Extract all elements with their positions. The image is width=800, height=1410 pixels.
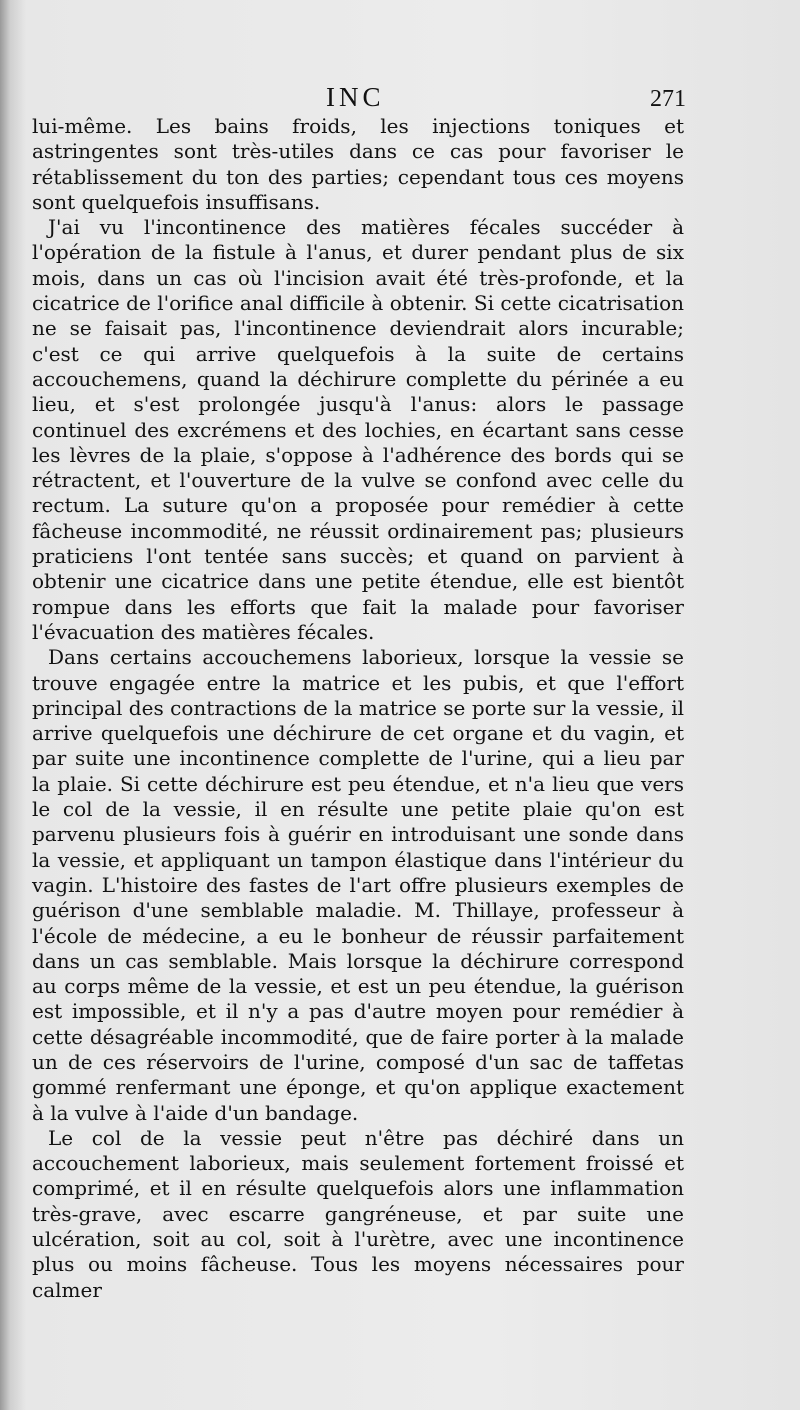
body-text: [32, 114, 684, 1303]
paragraph-bladder-tear: Dans certains accouchemens laborieux, lorsque la vessie se trouve engagée entre la matrice et les pubis, et que l'effort principal des contractions de la matrice se porte sur la vessie, il arrive quelquefois une déchirure de cet organe et du vagin, et par suite une incontinence complette de l'urine, qui a lieu par la plaie. Si cette déchirure est peu étendue, et n'a lieu que vers le col de la vessie, il en résulte une petite plaie qu'on est parvenu plusieurs fois à guérir en introduisant une sonde dans la vessie, et appliquant un tampon élastique dans l'intérieur du vagin. L'histoire des fastes de l'art offre plusieurs exemples de guérison d'une semblable maladie. M. Thillaye, professeur à l'école de médecine, a eu le bonheur de réussir parfaitement dans un cas semblable. Mais lorsque la déchirure correspond au corps même de la vessie, et est un peu étendue, la guérison est impossible, et il n'y a pas d'autre moyen pour remédier à cette désagréable incommodité, que de faire porter à la malade un de ces réservoirs de l'urine, composé d'un sac de taffetas gommé renfermant une éponge, et qu'on applique exactement à la vulve à l'aide d'un bandage.: [32, 645, 684, 1125]
running-head-title: INC: [326, 82, 385, 112]
paragraph-bladder-neck: Le col de la vessie peut n'être pas déchiré dans un accouchement laborieux, mais seulement fortement froissé et comprimé, et il en résulte quelquefois alors une inflammation très-grave, avec escarre gangréneuse, et par suite une ulcération, soit au col, soit à l'urètre, avec une incontinence plus ou moins fâcheuse. Tous les moyens nécessaires pour calmer: [32, 1125, 684, 1302]
page-number: 271: [650, 86, 686, 112]
paragraph-fecal-incontinence: J'ai vu l'incontinence des matières fécales succéder à l'opération de la fistule à l'anus, et durer pendant plus de six mois, dans un cas où l'incision avait été très-profonde, et la cicatrice de l'orifice anal difficile à obtenir. Si cette cicatrisation ne se faisait pas, l'incontinence deviendrait alors incurable; c'est ce qui arrive quelquefois à la suite de certains accouchemens, quand la déchirure complette du périnée a eu lieu, et s'est prolongée jusqu'à l'anus: alors le passage continuel des excrémens et des lochies, en écartant sans cesse les lèvres de la plaie, s'oppose à l'adhérence des bords qui se rétractent, et l'ouverture de la vulve se confond avec celle du rectum. La suture qu'on a proposée pour remédier à cette fâcheuse incommodité, ne réussit ordinairement pas; plusieurs praticiens l'ont tentée sans succès; et quand on parvient à obtenir une cicatrice dans une petite étendue, elle est bientôt rompue dans les efforts que fait la malade pour favoriser l'évacuation des matières fécales.: [32, 215, 684, 644]
paragraph-continuation: lui-même. Les bains froids, les injections toniques et astringentes sont très-utiles dans ce cas pour favoriser le rétablissement du ton des parties; cependant tous ces moyens sont quelquefois insuffisans.: [32, 114, 684, 214]
